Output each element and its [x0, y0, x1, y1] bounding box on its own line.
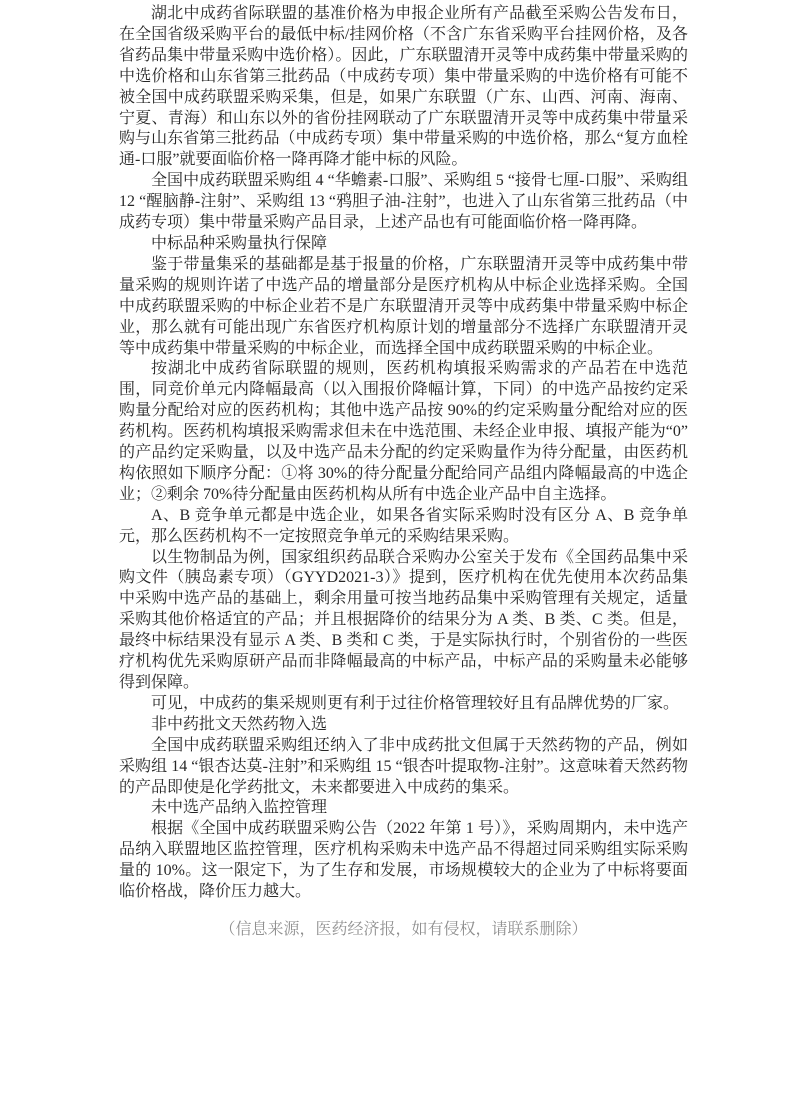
paragraph: 鉴于带量集采的基础都是基于报量的价格，广东联盟清开灵等中成药集中带量采购的规则许诺了中选产品的增量部分是医疗机构从中标企业选择采购。全国中成药联盟采购的中标企业若不是广东联盟清开灵等中成药集中带量采购中标企业，那么就有可能出现广东省医疗机构原计划的增量部分不选择广东联盟清开灵等中成药集中带量采购的中标企业，而选择全国中成药联盟采购的中标企业。	[119, 255, 688, 357]
paragraph: A、B 竞争单元都是中选企业，如果各省实际采购时没有区分 A、B 竞争单元，那么医药机构不一定按照竞争单元的采购结果采购。	[119, 506, 688, 545]
paragraph: 可见，中成药的集采规则更有利于过往价格管理较好且有品牌优势的厂家。	[151, 694, 680, 712]
section-heading: 非中药批文天然药物入选	[151, 715, 328, 733]
paragraph: 全国中成药联盟采购组 4 “华蟾素-口服”、采购组 5 “接骨七厘-口服”、采购组 12 “醒脑静-注射”、采购组 13 “鸦胆子油-注射”，也进入了山东省第三批药品（中成药专项）集中带量采购产品目录，上述产品也有可能面临价格一降再降。	[119, 172, 688, 232]
paragraph: 根据《全国中成药联盟采购公告（2022 年第 1 号）》，采购周期内，未中选产品纳入联盟地区监控管理，医疗机构采购未中选产品不得超过同采购组实际采购量的 10%。这一限定下，为了生存和发展，市场规模较大的企业为了中标将要面临价格战，降价压力越大。	[119, 820, 688, 901]
attribution-note: （信息来源，医药经济报，如有侵权，请联系删除）	[219, 920, 588, 938]
section-heading: 未中选产品纳入监控管理	[151, 799, 328, 817]
paragraph: 以生物制品为例，国家组织药品联合采购办公室关于发布《全国药品集中采购文件（胰岛素专项）（GYYD2021-3）》提到，医疗机构在优先使用本次药品集中采购中选产品的基础上，剩余用量可按当地药品集中采购管理有关规定，适量采购其他价格适宜的产品；并且根据降价的结果分为 A 类、B 类、C 类。但是，最终中标结果没有显示 A 类、B 类和 C 类，于是实际执行时，个别省份的一些医疗机构优先采购原研产品而非降幅最高的中标产品，中标产品的采购量未必能够得到保障。	[119, 548, 688, 691]
paragraph: 全国中成药联盟采购组还纳入了非中成药批文但属于天然药物的产品，例如采购组 14 “银杏达莫-注射”和采购组 15 “银杏叶提取物-注射”。这意味着天然药物的产品即使是化学药批文，未来都要进入中成药的集采。	[119, 736, 688, 796]
paragraph: 按湖北中成药省际联盟的规则，医药机构填报采购需求的产品若在中选范围，同竞价单元内降幅最高（以入围报价降幅计算，下同）的中选产品按约定采购量分配给对应的医药机构；其他中选产品按 90%的约定采购量分配给对应的医药机构。医药机构填报采购需求但未在中选范围、未经企业申报、填报产能为“0”的产品约定采购量，以及中选产品未分配的约定采购量作为待分配量，由医药机构依照如下顺序分配：①将 30%的待分配量分配给同产品组内降幅最高的中选企业；②剩余 70%待分配量由医药机构从所有中选企业产品中自主选择。	[119, 360, 688, 503]
section-heading: 中标品种采购量执行保障	[151, 234, 328, 252]
paragraph: 湖北中成药省际联盟的基准价格为申报企业所有产品截至采购公告发布日，在全国省级采购平台的最低中标/挂网价格（不含广东省采购平台挂网价格，及各省药品集中带量采购中选价格）。因此，广东联盟清开灵等中成药集中带量采购的中选价格和山东省第三批药品（中成药专项）集中带量采购的中选价格有可能不被全国中成药联盟采购采集，但是，如果广东联盟（广东、山西、河南、海南、宁夏、青海）和山东以外的省份挂网联动了广东联盟清开灵等中成药集中带量采购与山东省第三批药品（中成药专项）集中带量采购的中选价格，那么“复方血栓通-口服”就要面临价格一降再降才能中标的风险。	[119, 5, 688, 169]
